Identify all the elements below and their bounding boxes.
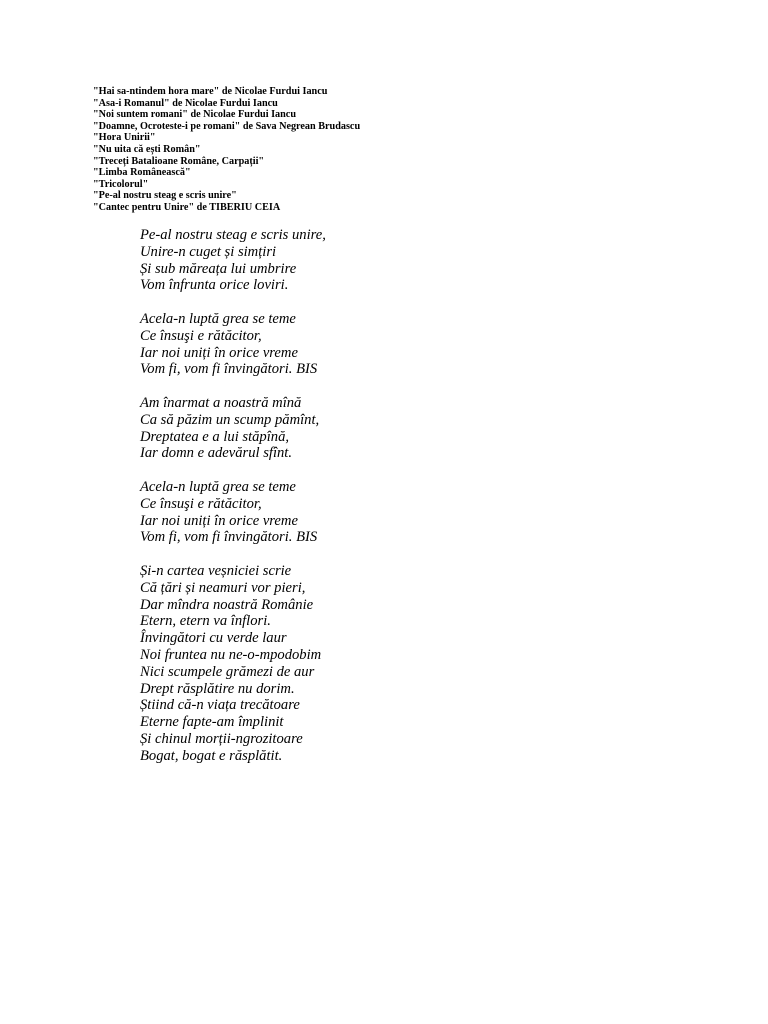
verse-line: Iar noi uniți în orice vreme xyxy=(140,344,298,361)
song-title: "Nu uita că ești Român" xyxy=(93,143,201,155)
song-title-list xyxy=(93,86,360,214)
song-title: "Hai sa-ntindem hora mare" de Nicolae Furdui Iancu xyxy=(93,86,328,97)
verse-line: Iar noi uniți în orice vreme xyxy=(140,512,298,529)
verse-line: Am înarmat a noastră mînă xyxy=(140,394,302,411)
verse-line: Acela-n luptă grea se teme xyxy=(140,478,296,495)
verse-line: Etern, etern va înflori. xyxy=(140,613,271,630)
verse-line: Vom fi, vom fi învingători. BIS xyxy=(140,361,318,378)
verse-line: Eterne fapte-am împlinit xyxy=(140,714,284,731)
verse-line: Drept răsplătire nu dorim. xyxy=(140,680,295,697)
verse-line: Știind că-n viața trecătoare xyxy=(140,697,300,714)
song-title: "Cantec pentru Unire" de TIBERIU CEIA xyxy=(93,201,281,213)
verse-line: Nici scumpele grămezi de aur xyxy=(140,663,315,680)
song-title: "Pe-al nostru steag e scris unire" xyxy=(93,190,237,202)
verse-line: Că țări și neamuri vor pieri, xyxy=(140,579,306,596)
stanza xyxy=(140,227,326,294)
verse-line: Pe-al nostru steag e scris unire, xyxy=(140,227,326,243)
verse-line: Și sub măreața lui umbrire xyxy=(140,260,297,277)
song-title: "Treceți Batalioane Române, Carpații" xyxy=(93,155,265,167)
verse-line: Unire-n cuget și simțiri xyxy=(140,243,277,260)
stanza xyxy=(140,563,326,765)
verse-line: Ce însuşi e rătăcitor, xyxy=(140,495,262,512)
verse-line: Ce însuşi e rătăcitor, xyxy=(140,327,262,344)
song-title: "Hora Unirii" xyxy=(93,132,156,144)
song-title: "Asa-i Romanul" de Nicolae Furdui Iancu xyxy=(93,97,278,109)
verse-line: Dar mîndra noastră Românie xyxy=(140,596,314,613)
song-title: "Limba Românească" xyxy=(93,167,191,179)
verse-line: Și chinul morții-ngrozitoare xyxy=(140,730,303,747)
song-title: "Noi suntem romani" de Nicolae Furdui Iancu xyxy=(93,109,296,121)
verse-line: Iar domn e adevărul sfînt. xyxy=(140,445,293,462)
poem-body xyxy=(140,227,326,765)
song-title: "Tricolorul" xyxy=(93,178,149,190)
song-title: "Doamne, Ocroteste-i pe romani" de Sava Negrean Brudascu xyxy=(93,120,361,132)
verse-line: Noi fruntea nu ne-o-mpodobim xyxy=(140,646,322,663)
verse-line: Ca să păzim un scump pămînt, xyxy=(140,411,320,428)
stanza xyxy=(140,479,326,546)
verse-line: Vom înfrunta orice loviri. xyxy=(140,277,289,294)
verse-line: Vom fi, vom fi învingători. BIS xyxy=(140,529,318,546)
stanza xyxy=(140,311,326,378)
verse-line: Și-n cartea veșniciei scrie xyxy=(140,562,292,579)
verse-line: Acela-n luptă grea se teme xyxy=(140,310,296,327)
verse-line: Dreptatea e a lui stăpînă, xyxy=(140,428,290,445)
verse-line: Bogat, bogat e răsplătit. xyxy=(140,747,283,764)
verse-line: Învingători cu verde laur xyxy=(140,630,287,647)
stanza xyxy=(140,395,326,462)
